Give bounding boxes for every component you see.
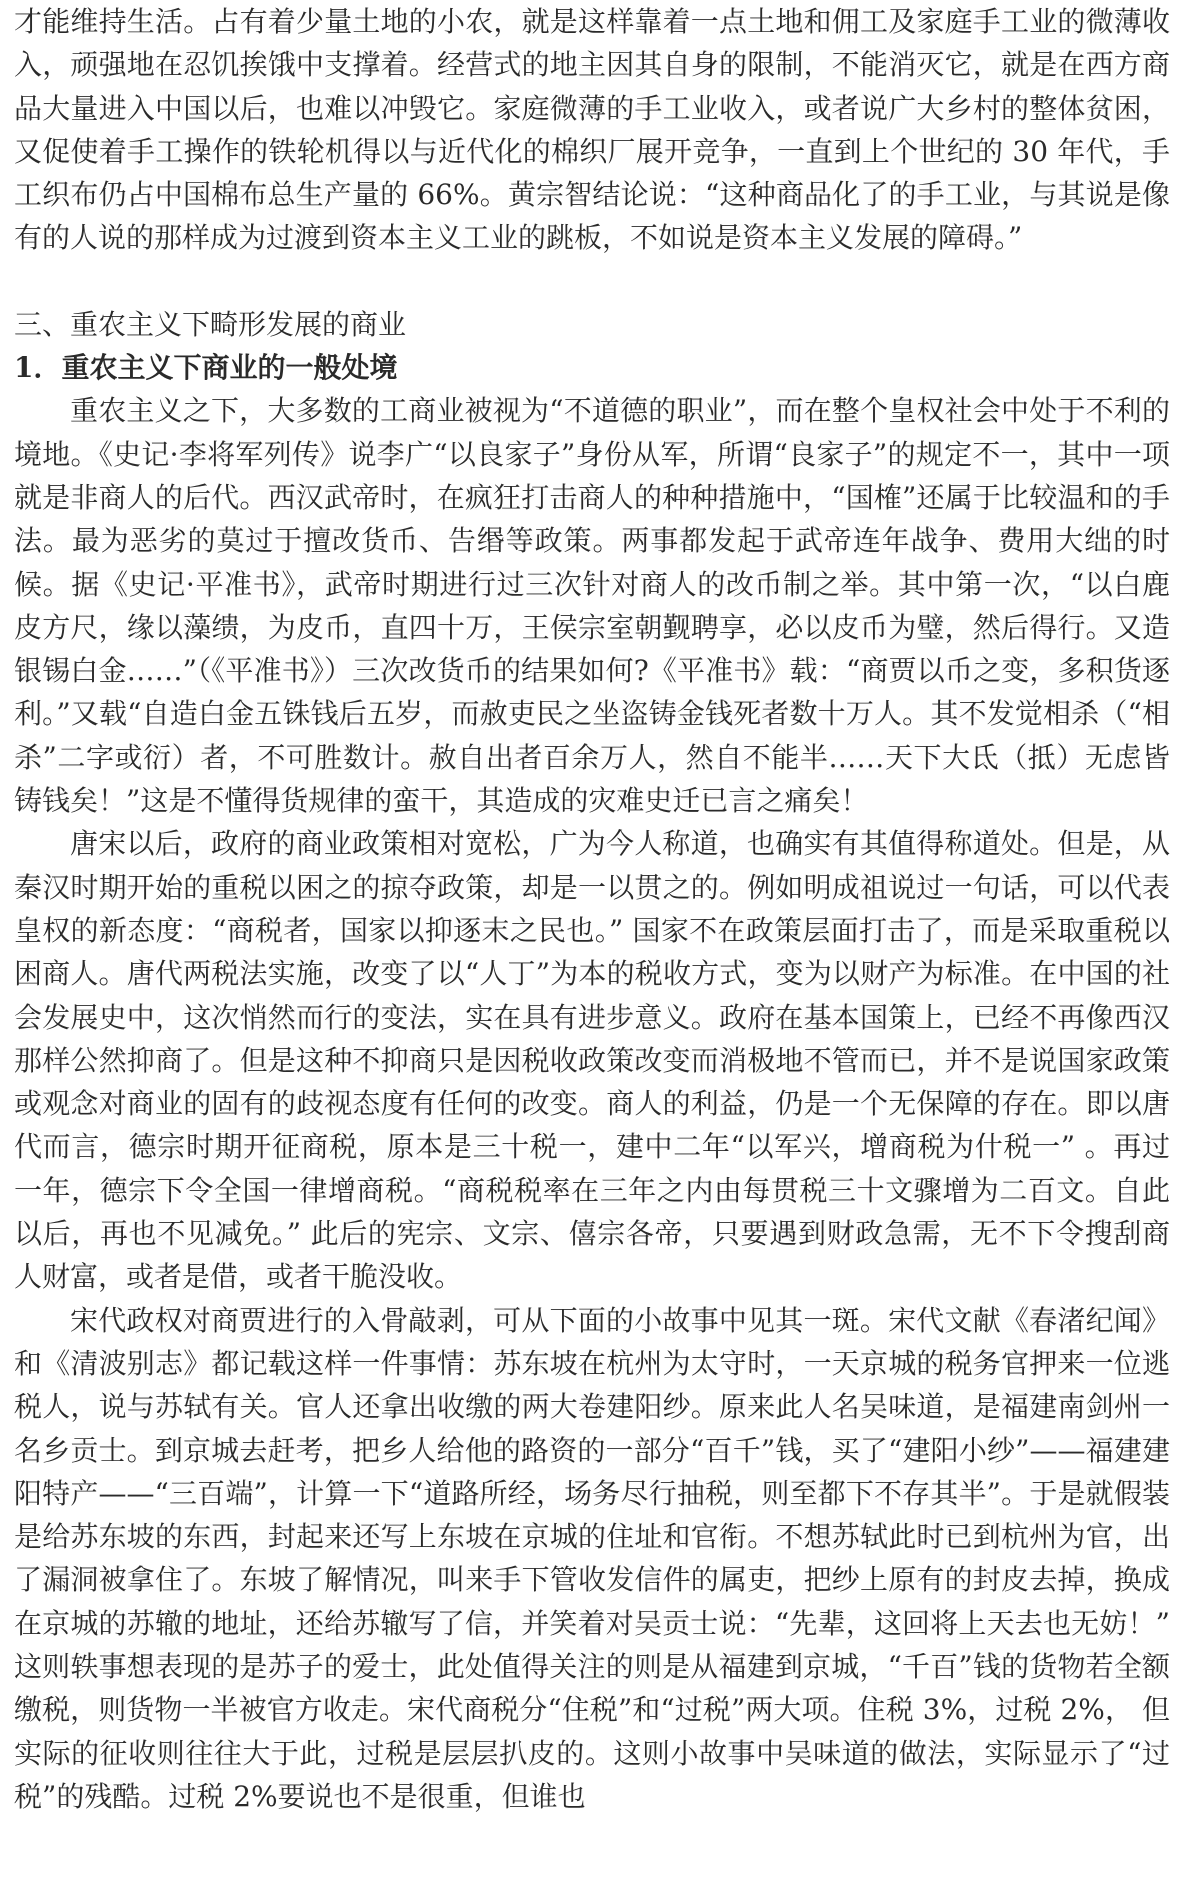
- document-page: [14, 0, 1170, 1818]
- subsection-heading: 1．重农主义下商业的一般处境: [14, 351, 398, 385]
- paragraph-gap: [14, 260, 1170, 303]
- paragraph-1: 重农主义之下，大多数的工商业被视为“不道德的职业”，而在整个皇权社会中处于不利的境地。《史记·李将军列传》说李广“以良家子”身份从军，所谓“良家子”的规定不一，其中一项就是非商人的后代。西汉武帝时，在疯狂打击商人的种种措施中，“国榷”还属于比较温和的手法。最为恶劣的莫过于擅改货币、告缗等政策。两事都发起于武帝连年战争、费用大绌的时候。据《史记·平准书》，武帝时期进行过三次针对商人的改币制之举。其中第一次，“以白鹿皮方尺，缘以藻缋，为皮币，直四十万，王侯宗室朝觐聘享，必以皮币为璧，然后得行。又造银锡白金……”（《平准书》）三次改货币的结果如何?《平准书》载：“商贾以币之变，多积货逐利。”又载“自造白金五铢钱后五岁，而赦吏民之坐盗铸金钱死者数十万人。其不发觉相杀（“相杀”二字或衍）者，不可胜数计。赦自出者百余万人，然自不能半……天下大氐（抵）无虑皆铸钱矣！”这是不懂得货规律的蛮干，其造成的灾难史迁已言之痛矣！: [14, 394, 1170, 818]
- paragraph-3: 宋代政权对商贾进行的入骨敲剥，可从下面的小故事中见其一斑。宋代文献《春渚纪闻》和《清波别志》都记载这样一件事情：苏东坡在杭州为太守时，一天京城的税务官押来一位逃税人，说与苏轼有关。官人还拿出收缴的两大卷建阳纱。原来此人名吴味道，是福建南剑州一名乡贡士。到京城去赶考，把乡人给他的路资的一部分“百千”钱，买了“建阳小纱”——福建建阳特产——“三百端”，计算一下“道路所经，场务尽行抽税，则至都下不存其半”。于是就假装是给苏东坡的东西，封起来还写上东坡在京城的住址和官衔。不想苏轼此时已到杭州为官，出了漏洞被拿住了。东坡了解情况，叫来手下管收发信件的属吏，把纱上原有的封皮去掉，换成在京城的苏辙的地址，还给苏辙写了信，并笑着对吴贡士说：“先辈，这回将上天去也无妨！” 这则轶事想表现的是苏子的爱士，此处值得关注的则是从福建到京城，“千百”钱的货物若全额缴税，则货物一半被官方收走。宋代商税分“住税”和“过税”两大项。住税 3%，过税 2%， 但实际的征收则往往大于此，过税是层层扒皮的。这则小故事中吴味道的做法，实际显示了“过税”的残酷。过税 2%要说也不是很重，但谁也: [14, 1303, 1170, 1813]
- paragraph-continuation: 才能维持生活。占有着少量土地的小农，就是这样靠着一点土地和佣工及家庭手工业的微薄收入，顽强地在忍饥挨饿中支撑着。经营式的地主因其自身的限制，不能消灭它，就是在西方商品大量进入中国以后，也难以冲毁它。家庭微薄的手工业收入，或者说广大乡村的整体贫困，又促使着手工操作的铁轮机得以与近代化的棉织厂展开竞争，一直到上个世纪的 30 年代，手工织布仍占中国棉布总生产量的 66%。黄宗智结论说：“这种商品化了的手工业，与其说是像有的人说的那样成为过渡到资本主义工业的跳板，不如说是资本主义发展的障碍。”: [14, 5, 1170, 255]
- section-heading: 三、重农主义下畸形发展的商业: [14, 307, 407, 341]
- paragraph-2: 唐宋以后，政府的商业政策相对宽松，广为今人称道，也确实有其值得称道处。但是，从秦汉时期开始的重税以困之的掠夺政策，却是一以贯之的。例如明成祖说过一句话，可以代表皇权的新态度：“商税者，国家以抑逐末之民也。” 国家不在政策层面打击了，而是采取重税以困商人。唐代两税法实施，改变了以“人丁”为本的税收方式，变为以财产为标准。在中国的社会发展史中，这次悄然而行的变法，实在具有进步意义。政府在基本国策上，已经不再像西汉那样公然抑商了。但是这种不抑商只是因税收政策改变而消极地不管而已，并不是说国家政策或观念对商业的固有的歧视态度有任何的改变。商人的利益，仍是一个无保障的存在。即以唐代而言，德宗时期开征商税，原本是三十税一，建中二年“以军兴，增商税为什税一” 。再过一年，德宗下令全国一律增商税。“商税税率在三年之内由每贯税三十文骤增为二百文。自此以后，再也不见减免。” 此后的宪宗、文宗、僖宗各帝，只要遇到财政急需，无不下令搜刮商人财富，或者是借，或者干脆没收。: [14, 827, 1170, 1294]
